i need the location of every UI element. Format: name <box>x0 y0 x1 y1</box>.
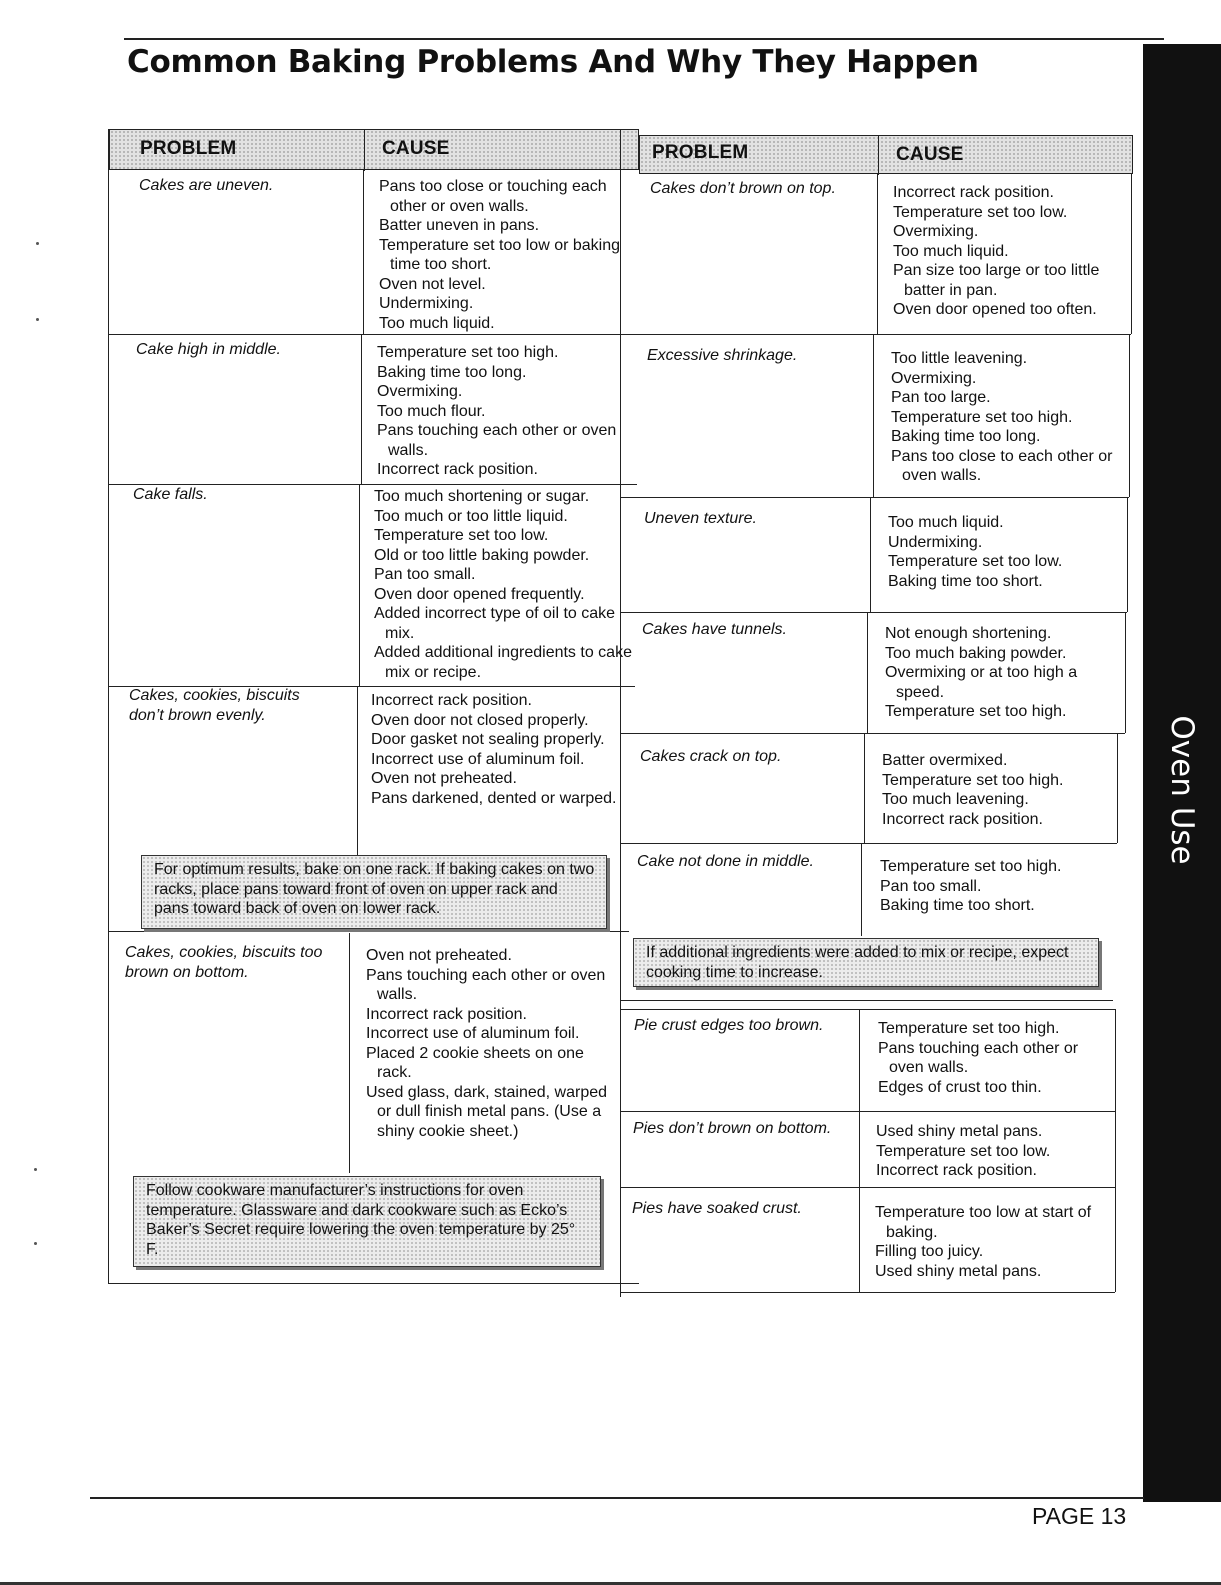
cause-item: Edges of crust too thin. <box>878 1078 1042 1096</box>
row-divider <box>621 1187 1115 1188</box>
cause-list <box>366 946 616 1141</box>
cause-item: Incorrect rack position. <box>882 810 1043 828</box>
cause-item: Too much shortening or sugar. <box>374 488 590 505</box>
table-border <box>1125 612 1126 733</box>
cause-item: Too little leavening. <box>891 350 1028 367</box>
problem-text: Pie crust edges too brown. <box>634 1017 824 1034</box>
row-divider <box>621 733 1125 734</box>
scan-speck <box>36 242 39 245</box>
column-divider <box>867 612 868 733</box>
cause-list <box>878 1019 1114 1097</box>
cause-list <box>875 1203 1111 1281</box>
cause-list <box>893 183 1133 320</box>
column-divider <box>363 170 364 334</box>
cause-item: Incorrect rack position. <box>366 1005 527 1023</box>
cause-item: Too much liquid. <box>893 242 1009 260</box>
row-divider <box>621 1000 1113 1001</box>
cause-item: Too much liquid. <box>888 514 1004 531</box>
cause-item: Batter uneven in pans. <box>379 217 540 234</box>
cause-item: Pans touching each other or oven walls. <box>366 966 606 1003</box>
rack-placement-note: For optimum results, bake on one rack. If baking cakes on two racks, place pans toward front of oven on upper rack and pans toward back of oven on lower rack. <box>141 855 607 929</box>
scan-speck <box>34 1242 37 1245</box>
cause-item: Incorrect use of aluminum foil. <box>366 1025 580 1042</box>
cause-list <box>371 691 631 808</box>
problem-text: Cakes have tunnels. <box>642 621 787 638</box>
column-divider <box>357 686 358 856</box>
row-divider <box>621 334 1131 335</box>
row-divider <box>621 1009 1115 1010</box>
left-table-header <box>109 129 639 170</box>
cause-item: Temperature set too high. <box>377 344 559 361</box>
cause-item: Not enough shortening. <box>885 625 1052 642</box>
cause-item: Incorrect rack position. <box>876 1162 1037 1179</box>
cause-list <box>379 177 629 333</box>
problem-text: Pies have soaked crust. <box>632 1200 802 1217</box>
problem-text: Uneven texture. <box>644 510 757 527</box>
cause-item: Incorrect use of aluminum foil. <box>371 750 585 768</box>
cause-item: Oven not preheated. <box>371 770 517 787</box>
problem-text: Excessive shrinkage. <box>647 347 798 364</box>
bottom-rule <box>90 1497 1144 1499</box>
column-divider <box>877 174 878 334</box>
cause-item: Pans darkened, dented or warped. <box>371 789 617 807</box>
table-border <box>1117 733 1118 843</box>
cause-list <box>374 487 634 682</box>
cause-item: Door gasket not sealing properly. <box>371 731 605 748</box>
cause-item: Oven not level. <box>379 275 486 293</box>
added-ingredients-note: If additional ingredients were added to mix or recipe, expect cooking time to increase. <box>633 938 1099 987</box>
row-divider <box>621 1111 1115 1112</box>
cause-list <box>885 624 1121 722</box>
cause-item: Temperature set too high. <box>878 1020 1060 1037</box>
problem-text: Cake falls. <box>133 486 208 503</box>
column-divider <box>861 843 862 936</box>
column-divider <box>349 933 350 1173</box>
cause-item: Pan too large. <box>891 389 991 406</box>
cause-item: Incorrect rack position. <box>371 692 532 709</box>
cause-item: Temperature set too high. <box>880 858 1062 875</box>
right-troubleshooting-table <box>620 129 1133 1297</box>
scan-speck <box>34 1168 37 1171</box>
row-divider <box>621 843 1117 844</box>
cause-item: Temperature set too high. <box>882 771 1064 789</box>
cause-item: Old or too little baking powder. <box>374 546 590 564</box>
cause-item: Used shiny metal pans. <box>876 1123 1043 1140</box>
scan-speck <box>36 318 39 321</box>
cause-item: Pans too close or touching each other or oven walls. <box>379 178 607 215</box>
page-title: Common Baking Problems And Why They Happen <box>127 44 979 80</box>
cause-item: Used shiny metal pans. <box>875 1262 1042 1280</box>
cause-item: Too much baking powder. <box>885 644 1067 662</box>
right-table-header <box>639 135 1133 174</box>
cause-item: Pans touching each other or oven walls. <box>878 1039 1079 1076</box>
cause-item: Overmixing or at too high a speed. <box>885 664 1078 701</box>
cause-item: Temperature set too low. <box>876 1142 1051 1160</box>
cause-item: Baking time too long. <box>377 363 527 381</box>
column-divider <box>359 484 360 686</box>
problem-column-header: PROBLEM <box>652 142 749 163</box>
problem-text: Cakes, cookies, biscuits too brown on bottom. <box>125 944 323 981</box>
cause-item: Overmixing. <box>891 369 977 387</box>
cause-item: Too much flour. <box>377 402 486 420</box>
cause-item: Pan size too large or too little batter in pan. <box>893 262 1100 299</box>
column-divider <box>864 733 865 843</box>
cause-column-header: CAUSE <box>896 144 964 165</box>
cause-item: Placed 2 cookie sheets on one rack. <box>366 1044 584 1081</box>
cause-item: Temperature set too low or baking time too short. <box>379 236 621 273</box>
cause-item: Temperature set too high. <box>885 703 1067 720</box>
column-divider <box>873 334 874 497</box>
problem-text: Pies don’t brown on bottom. <box>633 1120 832 1137</box>
cause-item: Too much or too little liquid. <box>374 507 568 525</box>
page-number: PAGE 13 <box>1032 1503 1127 1529</box>
cause-item: Overmixing. <box>893 223 979 240</box>
problem-text: Cake not done in middle. <box>637 853 814 870</box>
problem-text: Cakes don’t brown on top. <box>650 180 836 197</box>
cause-item: Oven door opened frequently. <box>374 585 585 603</box>
cause-item: Too much leavening. <box>882 791 1029 808</box>
cause-list <box>891 349 1127 486</box>
cause-item: Temperature set too low. <box>888 553 1063 570</box>
table-border <box>1115 1009 1116 1292</box>
cause-item: Undermixing. <box>888 533 983 551</box>
cause-item: Added additional ingredients to cake mix or recipe. <box>374 644 632 681</box>
cause-list <box>888 513 1124 591</box>
table-border <box>1129 334 1130 497</box>
table-border <box>1127 497 1128 612</box>
cause-item: Incorrect rack position. <box>893 184 1054 201</box>
left-troubleshooting-table <box>108 129 639 1284</box>
cause-item: Pans too close to each other or oven walls. <box>891 447 1113 484</box>
row-divider <box>109 334 639 335</box>
cause-item: Pan too small. <box>880 877 982 895</box>
cause-item: Overmixing. <box>377 383 463 400</box>
cause-list <box>882 751 1114 829</box>
header-divider <box>878 136 879 175</box>
column-divider <box>859 1009 860 1292</box>
cause-item: Filling too juicy. <box>875 1243 984 1260</box>
row-divider <box>109 931 629 932</box>
row-divider <box>621 612 1127 613</box>
cause-list <box>876 1122 1112 1181</box>
cause-column-header: CAUSE <box>382 138 450 159</box>
cause-item: Oven door not closed properly. <box>371 711 589 729</box>
cause-item: Pans touching each other or oven walls. <box>377 422 617 459</box>
column-divider <box>361 334 362 484</box>
problem-column-header: PROBLEM <box>140 138 237 159</box>
cause-item: Used glass, dark, stained, warped or dull finish metal pans. (Use a shiny cookie sheet.) <box>366 1083 608 1140</box>
cause-item: Oven not preheated. <box>366 947 512 964</box>
cookware-temperature-note: Follow cookware manufacturer’s instructions for oven temperature. Glassware and dark cookware such as Ecko’s Baker’s Secret require lowering the oven temperature by 25° F. <box>133 1176 601 1267</box>
problem-text: Cakes are uneven. <box>139 177 274 194</box>
cause-item: Too much liquid. <box>379 314 495 332</box>
cause-item: Added incorrect type of oil to cake mix. <box>374 605 616 642</box>
cause-item: Baking time too long. <box>891 428 1041 445</box>
cause-item: Baking time too short. <box>880 897 1035 914</box>
cause-item: Batter overmixed. <box>882 752 1008 769</box>
problem-text: Cakes crack on top. <box>640 748 782 765</box>
cause-item: Incorrect rack position. <box>377 461 538 478</box>
cause-item: Baking time too short. <box>888 572 1043 590</box>
header-divider <box>364 130 365 171</box>
cause-item: Oven door opened too often. <box>893 301 1097 318</box>
cause-item: Temperature set too high. <box>891 408 1073 426</box>
cause-list <box>880 857 1112 916</box>
side-tab-label: Oven Use <box>1164 715 1200 865</box>
column-divider <box>870 497 871 612</box>
row-divider <box>621 497 1129 498</box>
problem-text: Cakes, cookies, biscuits don’t brown evenly. <box>129 687 300 724</box>
cause-item: Temperature set too low. <box>374 527 549 544</box>
top-rule <box>124 38 1164 40</box>
cause-item: Temperature set too low. <box>893 203 1068 221</box>
row-divider <box>621 1292 1115 1293</box>
cause-item: Temperature too low at start of baking. <box>875 1204 1092 1241</box>
cause-item: Pan too small. <box>374 566 476 583</box>
cause-list <box>377 343 627 480</box>
problem-text: Cake high in middle. <box>136 341 281 358</box>
cause-item: Undermixing. <box>379 295 474 312</box>
